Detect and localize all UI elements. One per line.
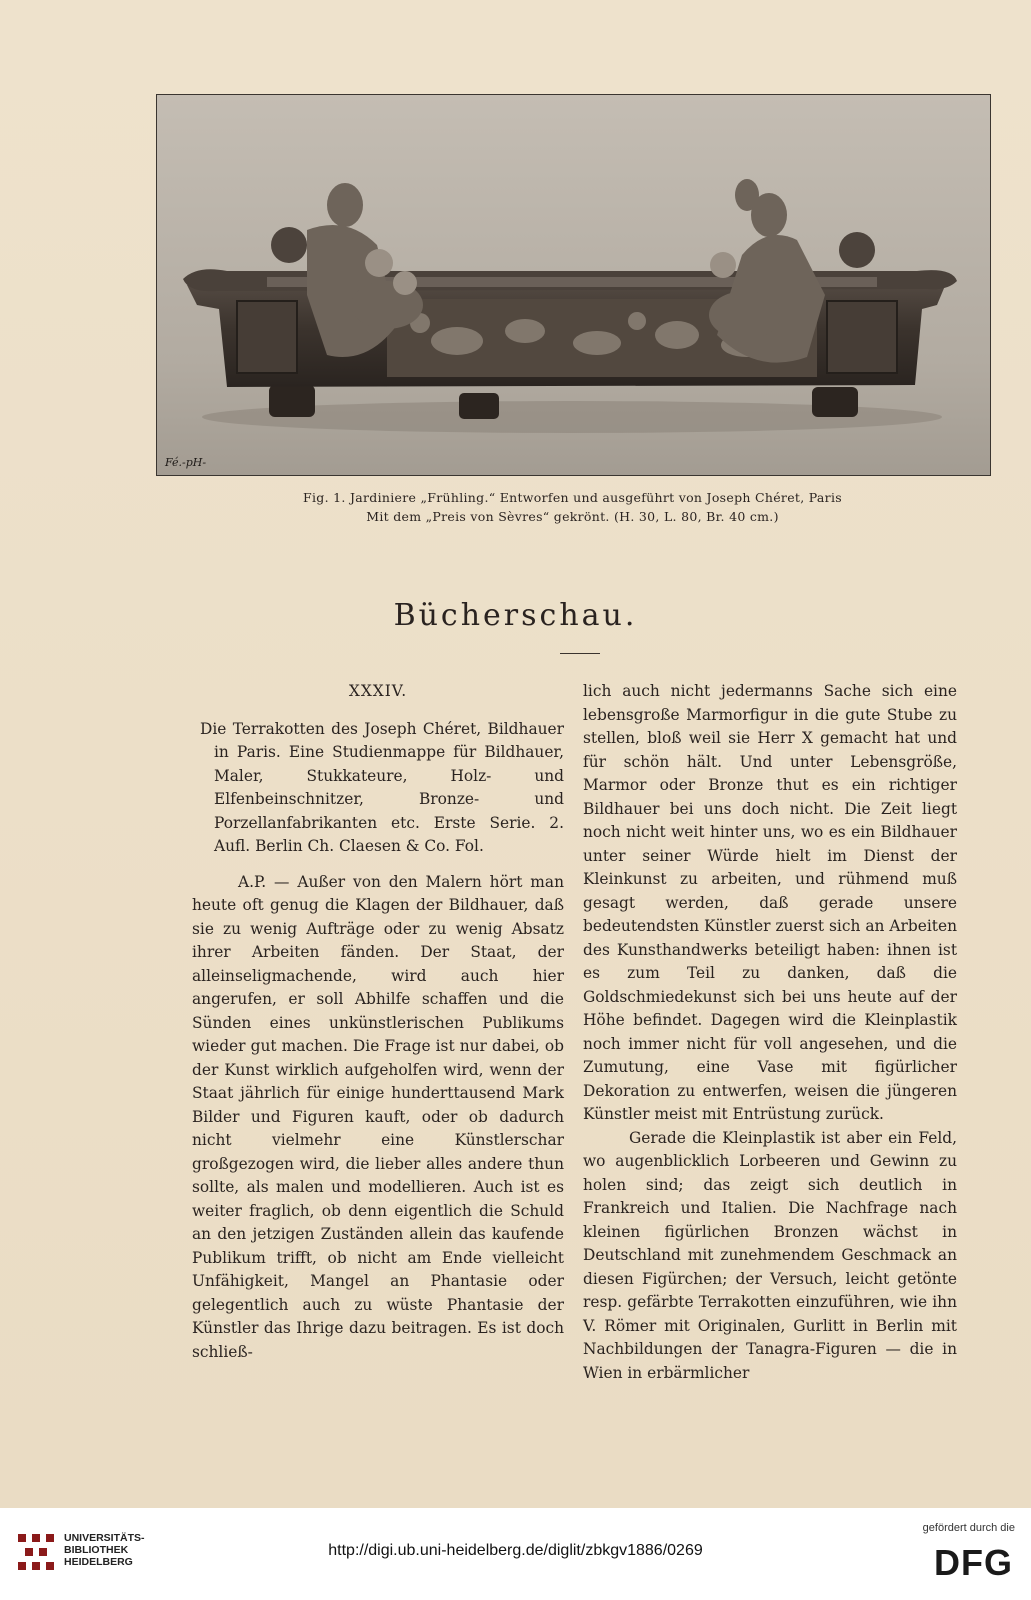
section-number: XXXIV. [348,682,408,700]
caption-line-2: Mit dem „Preis von Sèvres“ gekrönt. (H. 30, L. 80, Br. 40 cm.) [366,509,779,524]
caption-line-1: Fig. 1. Jardiniere „Frühling.“ Entworfen und ausgeführt von Joseph Chéret, Paris [303,490,842,505]
digitization-footer [0,1508,1031,1600]
dfg-logo: DFG [934,1542,1013,1583]
jardiniere-illustration [156,94,991,476]
review-paragraph-1-continued: lich auch nicht jedermanns Sache sich eine lebensgroße Marmorfigur in die gute Stube zu stellen, bloß weil sie Herr X gemacht hat und für schön hält. Und unter Lebensgröße, Marmor oder Bronze thut es ein richtiger Bildhauer bei uns doch nicht. Die Zeit liegt noch nicht weit hinter uns, wo es ein Bildhauer unter seiner Würde hielt im Dienst der Kleinkunst zu arbeiten, und rühmend muß gesagt werden, daß gerade unsere bedeutendsten Künstler zuerst sich an Arbeiten des Kunsthandwerks beteiligt haben: ihnen ist es zum Teil zu danken, daß die Goldschmiedekunst sich bei uns heute auf der Höhe befindet. Dagegen wird die Kleinplastik noch immer nicht für voll angesehen, und die Zumutung, eine Vase mit figürlicher Dekoration zu entwerfen, weisen die jüngeren Künstler meist mit Entrüstung zurück. [583,682,957,1123]
library-line-1: UNIVERSITÄTS- [64,1532,145,1544]
left-column [192,680,564,1364]
right-column [583,680,957,1385]
library-line-3: HEIDELBERG [64,1556,133,1568]
permalink-url[interactable]: http://digi.ub.uni-heidelberg.de/diglit/zbkgv1886/0269 [328,1542,703,1559]
engraver-signature: Fé.-pH- [165,456,207,469]
review-paragraph-1: A.P. — Außer von den Malern hört man heute oft genug die Klagen der Bildhauer, daß sie zu wenig Aufträge oder zu wenig Absatz ihrer Arbeiten fänden. Der Staat, der alleinseligmachende, wird auch hier angerufen, er soll Abhilfe schaffen und die Sünden eines unkünstlerischen Publikums wieder gut machen. Die Frage ist nur dabei, ob der Kunst wirklich aufgeholfen wird, wenn der Staat jährlich für einige hunderttausend Mark Bilder und Figuren kauft, oder ob dadurch nicht vielmehr eine Künstlerschar großgezogen wird, die lieber alles andere thun sollte, als malen und modellieren. Auch ist es weiter fraglich, ob denn eigentlich die Schuld an den jetzigen Zuständen allein das kaufende Publikum trifft, ob nicht am Ende vielleicht Unfähigkeit, Mangel an Phantasie oder gelegentlich auch zu wüste Phantasie der Künstler das Ihrige dazu beitragen. Es ist doch schließ- [192,872,564,1361]
jardiniere-engraving [157,95,990,475]
figure-caption [156,488,989,526]
review-paragraph-2: Gerade die Kleinplastik ist aber ein Feld, wo augenblicklich Lorbeeren und Gewinn zu holen sind; das zeigt sich deutlich in Frankreich und Italien. Die Nachfrage nach kleinen figürlichen Bronzen wächst in Deutschland mit zunehmendem Geschmack an diesen Figürchen; der Versuch, leicht getönte resp. gefärbte Terrakotten einzuführen, wie ihn V. Römer mit Originalen, Gurlitt in Berlin mit Nachbildungen der Tanagra-Figuren — die in Wien in erbärmlicher [583,1128,957,1382]
library-line-2: BIBLIOTHEK [64,1544,129,1556]
section-title: Bücherschau. [393,598,638,633]
book-entry: Die Terrakotten des Joseph Chéret, Bildhauer in Paris. Eine Studienmappe für Bildhauer, Maler, Stukkateure, Holz- und Elfenbeinschnitzer, Bronze- und Porzellanfabrikanten etc. Erste Serie. 2. Aufl. Berlin Ch. Claesen & Co. Fol. [200,719,564,855]
funding-label: gefördert durch die [922,1522,1015,1534]
title-divider [560,653,600,654]
